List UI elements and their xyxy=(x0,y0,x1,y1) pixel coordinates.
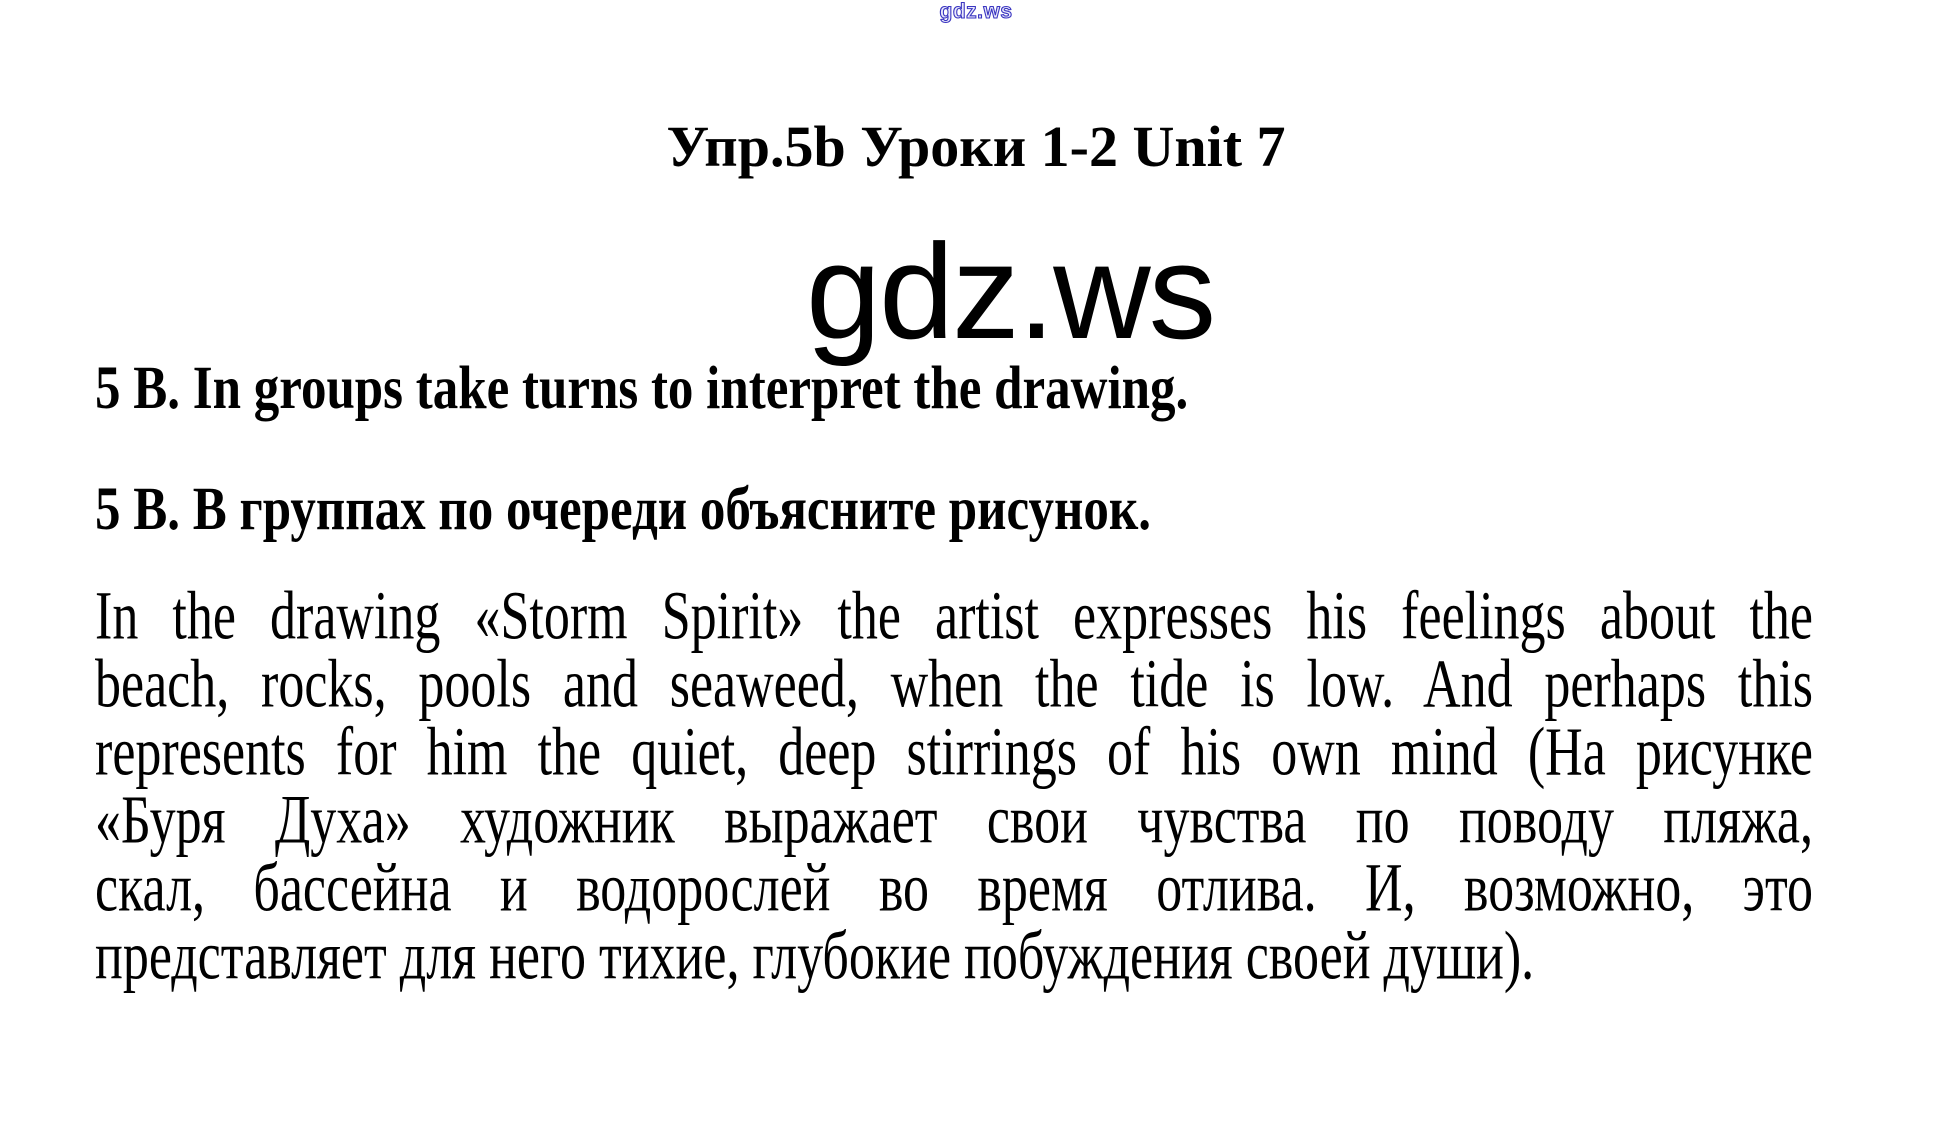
watermark-large-gdz: gdz.ws xyxy=(806,216,1215,367)
exercise-title: Упр.5b Уроки 1-2 Unit 7 xyxy=(666,114,1286,179)
paragraph-line: represents for him the quiet, deep stirrings of his own mind (На рисунке xyxy=(95,715,1813,791)
paragraph-line: скал, бассейна и водорослей во время отлива. И, возможно, это xyxy=(95,851,1813,927)
paragraph-line: beach, rocks, pools and seaweed, when the tide is low. And perhaps this xyxy=(95,647,1813,723)
paragraph-line: представляет для него тихие, глубокие побуждения своей души). xyxy=(95,919,1535,995)
task-heading-russian: 5 В. В группах по очереди объясните рисунок. xyxy=(95,476,1152,544)
paragraph-line: «Буря Духа» художник выражает свои чувства по поводу пляжа, xyxy=(95,783,1813,859)
watermark-small-gdz: gdz.ws xyxy=(939,0,1013,23)
paragraph-line: In the drawing «Storm Spirit» the artist expresses his feelings about the xyxy=(95,579,1813,655)
answer-paragraph xyxy=(95,579,1813,998)
task-heading-english: 5 B. In groups take turns to interpret the drawing. xyxy=(95,355,1189,423)
document-content xyxy=(0,355,1952,998)
